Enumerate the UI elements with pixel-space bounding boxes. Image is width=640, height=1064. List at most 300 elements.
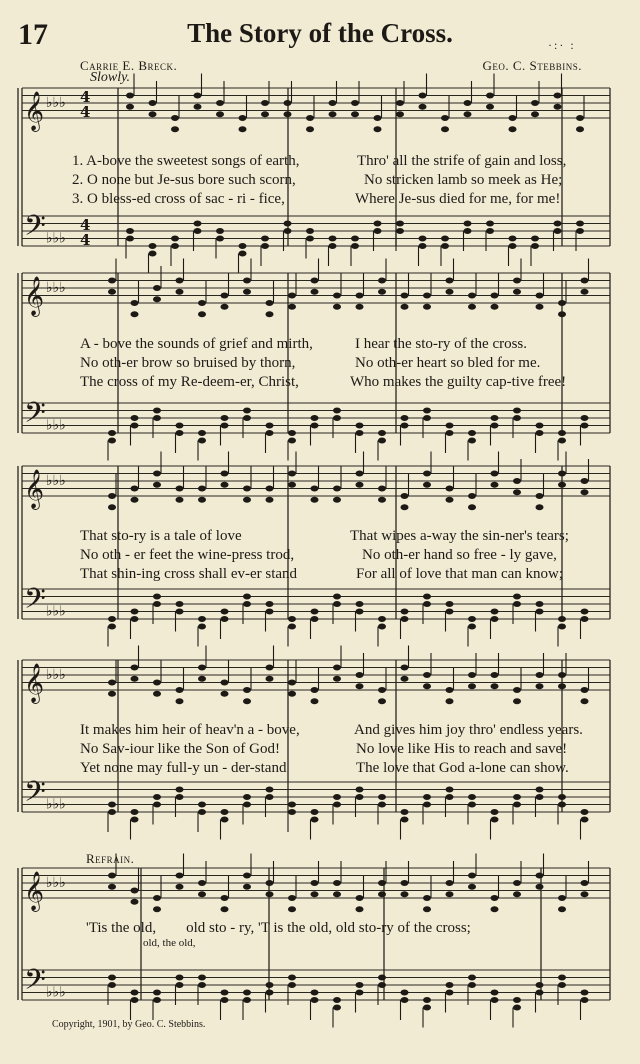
notehead (378, 438, 386, 444)
notehead (491, 423, 499, 429)
notehead (176, 497, 184, 503)
notehead (266, 880, 274, 886)
notehead (131, 899, 139, 905)
bass-key-signature: ♭♭♭ (46, 230, 66, 247)
notehead (423, 997, 431, 1003)
treble-key-signature: ♭♭♭ (46, 473, 66, 489)
notehead (581, 478, 589, 484)
notehead (491, 895, 499, 901)
notehead (464, 221, 472, 227)
notehead (378, 698, 386, 704)
notehead (261, 100, 269, 106)
notehead (558, 895, 566, 901)
notehead (468, 504, 476, 510)
notehead (243, 794, 251, 800)
notehead (351, 243, 359, 249)
notehead (198, 676, 206, 682)
notehead (108, 802, 116, 808)
notehead (356, 293, 364, 299)
notehead (581, 489, 589, 495)
notehead (401, 817, 409, 823)
notehead (108, 430, 116, 436)
notehead (536, 982, 544, 988)
notehead (446, 430, 454, 436)
notehead (333, 665, 341, 671)
notehead (423, 672, 431, 678)
notehead (126, 228, 134, 234)
notehead (108, 982, 116, 988)
notehead (176, 687, 184, 693)
notehead (401, 990, 409, 996)
notehead (513, 1005, 521, 1011)
notehead (194, 228, 202, 234)
notehead (198, 809, 206, 815)
notehead (221, 415, 229, 421)
notehead (423, 683, 431, 689)
notehead (423, 802, 431, 808)
notehead (311, 990, 319, 996)
notehead (554, 228, 562, 234)
notehead (171, 126, 179, 132)
notehead (311, 486, 319, 492)
notehead (126, 104, 134, 110)
notehead (491, 293, 499, 299)
notehead (513, 601, 521, 607)
notehead (149, 111, 157, 117)
notehead (491, 906, 499, 912)
notehead (509, 236, 517, 242)
notehead (581, 997, 589, 1003)
notehead (153, 794, 161, 800)
notehead (536, 794, 544, 800)
notehead (378, 278, 386, 284)
notehead (423, 482, 431, 488)
notehead (486, 104, 494, 110)
notehead (288, 293, 296, 299)
notehead (446, 609, 454, 615)
notehead (284, 221, 292, 227)
notehead (509, 243, 517, 249)
notehead (243, 415, 251, 421)
notehead (176, 609, 184, 615)
verse2-line2-left: No oth-er brow so bruised by thorn, (80, 355, 296, 371)
notehead (311, 497, 319, 503)
notehead (401, 665, 409, 671)
notehead (239, 243, 247, 249)
notehead (221, 691, 229, 697)
notehead (356, 672, 364, 678)
notehead (284, 111, 292, 117)
notehead (468, 873, 476, 879)
notehead (108, 278, 116, 284)
notehead (468, 304, 476, 310)
notehead (468, 794, 476, 800)
notehead (153, 482, 161, 488)
notehead (198, 891, 206, 897)
notehead (311, 609, 319, 615)
notehead (176, 430, 184, 436)
notehead (333, 891, 341, 897)
notehead (401, 609, 409, 615)
notehead (243, 601, 251, 607)
treble-key-signature: ♭♭♭ (46, 95, 66, 111)
notehead (513, 880, 521, 886)
verse3-line4-right: The love that God a-lone can show. (356, 760, 569, 776)
notehead (198, 880, 206, 886)
notehead (513, 408, 521, 414)
notehead (558, 430, 566, 436)
notehead (333, 997, 341, 1003)
treble-key-signature: ♭♭♭ (46, 280, 66, 296)
notehead (558, 482, 566, 488)
notehead (491, 482, 499, 488)
notehead (378, 624, 386, 630)
notehead (536, 609, 544, 615)
notehead (581, 415, 589, 421)
notehead (446, 423, 454, 429)
notehead (464, 228, 472, 234)
notehead (131, 990, 139, 996)
verse2-line3-right: No oth-er hand so free - ly gave, (362, 547, 557, 563)
notehead (108, 809, 116, 815)
notehead (513, 289, 521, 295)
notehead (446, 497, 454, 503)
notehead (513, 489, 521, 495)
notehead (288, 438, 296, 444)
notehead (351, 236, 359, 242)
treble-clef: 𝄞 (24, 469, 45, 509)
notehead (401, 880, 409, 886)
notehead (531, 243, 539, 249)
verse3-line1-right: Where Je-sus died for me, for me! (355, 191, 561, 207)
notehead (464, 111, 472, 117)
notehead (153, 415, 161, 421)
title-mark: ·:· : (548, 38, 576, 52)
notehead (108, 884, 116, 890)
notehead (333, 794, 341, 800)
notehead (198, 616, 206, 622)
notehead (333, 408, 341, 414)
notehead (581, 616, 589, 622)
notehead (419, 104, 427, 110)
notehead (531, 236, 539, 242)
notehead (131, 997, 139, 1003)
notehead (311, 817, 319, 823)
notehead (108, 493, 116, 499)
notehead (243, 997, 251, 1003)
notehead (446, 687, 454, 693)
notehead (153, 802, 161, 808)
notehead (378, 802, 386, 808)
copyright-notice: Copyright, 1901, by Geo. C. Stebbins. (52, 1019, 206, 1030)
notehead (576, 228, 584, 234)
notehead (446, 880, 454, 886)
notehead (401, 504, 409, 510)
verse3-line1-left: 3. O bless-ed cross of sac - ri - fice, (72, 191, 285, 207)
time-signature-bottom: 4 (80, 103, 91, 121)
notehead (311, 891, 319, 897)
notehead (288, 616, 296, 622)
notehead (176, 787, 184, 793)
notehead (356, 683, 364, 689)
notehead (131, 817, 139, 823)
notehead (288, 802, 296, 808)
notehead (108, 975, 116, 981)
notehead (108, 438, 116, 444)
notehead (243, 884, 251, 890)
notehead (198, 430, 206, 436)
notehead (288, 304, 296, 310)
notehead (221, 809, 229, 815)
notehead (513, 594, 521, 600)
notehead (468, 430, 476, 436)
notehead (131, 415, 139, 421)
time-signature-top: 4 (80, 216, 91, 234)
notehead (356, 982, 364, 988)
notehead (329, 100, 337, 106)
time-signature-bottom: 4 (80, 231, 91, 249)
hymn-title: The Story of the Cross. (187, 18, 453, 48)
notehead (288, 471, 296, 477)
notehead (333, 594, 341, 600)
notehead (266, 982, 274, 988)
notehead (311, 698, 319, 704)
notehead (153, 594, 161, 600)
bass-key-signature: ♭♭♭ (46, 984, 66, 1001)
notehead (243, 990, 251, 996)
notehead (221, 423, 229, 429)
notehead (356, 906, 364, 912)
notehead (491, 809, 499, 815)
verse1-line3-right: That wipes a-way the sin-ner's tears; (350, 528, 569, 544)
notehead (153, 990, 161, 996)
notehead (401, 493, 409, 499)
notehead (419, 236, 427, 242)
notehead (401, 616, 409, 622)
notehead (441, 236, 449, 242)
notehead (581, 817, 589, 823)
verse1-line1-left: 1. A-bove the sweetest songs of earth, (72, 153, 300, 169)
notehead (288, 906, 296, 912)
verse1-line3-left: That sto-ry is a tale of love (80, 528, 242, 544)
notehead (171, 236, 179, 242)
notehead (396, 221, 404, 227)
notehead (221, 471, 229, 477)
notehead (423, 471, 431, 477)
bass-clef: 𝄢 (24, 775, 46, 816)
notehead (221, 680, 229, 686)
notehead (536, 683, 544, 689)
notehead (198, 665, 206, 671)
notehead (558, 906, 566, 912)
notehead (396, 111, 404, 117)
notehead (243, 278, 251, 284)
notehead (468, 982, 476, 988)
notehead (153, 895, 161, 901)
notehead (356, 609, 364, 615)
notehead (576, 221, 584, 227)
notehead (239, 115, 247, 121)
notehead (491, 609, 499, 615)
notehead (446, 794, 454, 800)
verse1-line4-right: And gives him joy thro' endless years. (354, 722, 583, 738)
notehead (266, 794, 274, 800)
notehead (176, 982, 184, 988)
verse3-line3-left: That shin-ing cross shall ev-er stand (80, 566, 298, 582)
notehead (239, 251, 247, 257)
notehead (198, 438, 206, 444)
notehead (221, 616, 229, 622)
treble-clef: 𝄞 (24, 276, 45, 316)
notehead (441, 243, 449, 249)
notehead (266, 676, 274, 682)
verse3-line4-left: Yet none may full-y un - der-stand (80, 760, 287, 776)
notehead (153, 680, 161, 686)
treble-clef: 𝄞 (24, 663, 45, 703)
notehead (333, 497, 341, 503)
notehead (198, 486, 206, 492)
notehead (221, 990, 229, 996)
notehead (333, 293, 341, 299)
notehead (108, 624, 116, 630)
notehead (356, 482, 364, 488)
notehead (374, 126, 382, 132)
notehead (356, 787, 364, 793)
notehead (531, 111, 539, 117)
notehead (491, 304, 499, 310)
notehead (513, 802, 521, 808)
notehead (401, 293, 409, 299)
notehead (491, 990, 499, 996)
notehead (558, 683, 566, 689)
notehead (423, 601, 431, 607)
notehead (423, 895, 431, 901)
notehead (401, 423, 409, 429)
notehead (153, 296, 161, 302)
notehead (468, 683, 476, 689)
notehead (153, 471, 161, 477)
treble-clef: 𝄞 (24, 871, 45, 911)
notehead (581, 990, 589, 996)
notehead (581, 891, 589, 897)
notehead (266, 665, 274, 671)
notehead (558, 794, 566, 800)
notehead (288, 691, 296, 697)
notehead (243, 687, 251, 693)
notehead (176, 884, 184, 890)
notehead (243, 486, 251, 492)
notehead (131, 486, 139, 492)
notehead (446, 982, 454, 988)
notehead (176, 698, 184, 704)
notehead (243, 594, 251, 600)
notehead (329, 236, 337, 242)
notehead (581, 698, 589, 704)
notehead (221, 304, 229, 310)
notehead (441, 126, 449, 132)
notehead (378, 687, 386, 693)
notehead (176, 794, 184, 800)
notehead (131, 497, 139, 503)
notehead (581, 809, 589, 815)
notehead (378, 891, 386, 897)
time-signature-top: 4 (80, 88, 91, 106)
notehead (446, 990, 454, 996)
lyricist-credit: Carrie E. Breck. (80, 58, 178, 73)
notehead (131, 311, 139, 317)
notehead (351, 100, 359, 106)
notehead (401, 891, 409, 897)
notehead (536, 293, 544, 299)
notehead (491, 672, 499, 678)
notehead (266, 430, 274, 436)
notehead (378, 497, 386, 503)
notehead (108, 691, 116, 697)
notehead (131, 616, 139, 622)
notehead (378, 430, 386, 436)
notehead (491, 415, 499, 421)
notehead (468, 616, 476, 622)
notehead (491, 683, 499, 689)
notehead (378, 289, 386, 295)
notehead (108, 504, 116, 510)
notehead (333, 676, 341, 682)
notehead (491, 997, 499, 1003)
notehead (419, 93, 427, 99)
notehead (194, 93, 202, 99)
notehead (401, 997, 409, 1003)
treble-key-signature: ♭♭♭ (46, 667, 66, 683)
notehead (536, 304, 544, 310)
notehead (536, 787, 544, 793)
notehead (581, 289, 589, 295)
notehead (558, 616, 566, 622)
notehead (221, 482, 229, 488)
notehead (288, 975, 296, 981)
notehead (288, 482, 296, 488)
bass-key-signature: ♭♭♭ (46, 796, 66, 813)
hymn-number: 17 (18, 18, 48, 51)
notehead (311, 880, 319, 886)
notehead (311, 278, 319, 284)
verse1-line2-right: I hear the sto-ry of the cross. (355, 336, 528, 352)
notehead (513, 687, 521, 693)
bass-clef: 𝄢 (24, 396, 46, 437)
notehead (558, 471, 566, 477)
notehead (221, 895, 229, 901)
notehead (243, 802, 251, 808)
notehead (378, 975, 386, 981)
notehead (446, 289, 454, 295)
verse1-line2-left: A - bove the sounds of grief and mirth, (80, 336, 313, 352)
notehead (194, 104, 202, 110)
notehead (558, 975, 566, 981)
bass-key-signature: ♭♭♭ (46, 417, 66, 434)
notehead (198, 975, 206, 981)
refrain-label: Refrain. (86, 851, 135, 866)
notehead (486, 93, 494, 99)
bass-clef: 𝄢 (24, 209, 46, 250)
notehead (131, 665, 139, 671)
notehead (243, 408, 251, 414)
notehead (131, 423, 139, 429)
notehead (468, 624, 476, 630)
notehead (378, 880, 386, 886)
notehead (306, 126, 314, 132)
bass-clef: 𝄢 (24, 963, 46, 1004)
notehead (221, 997, 229, 1003)
notehead (329, 243, 337, 249)
